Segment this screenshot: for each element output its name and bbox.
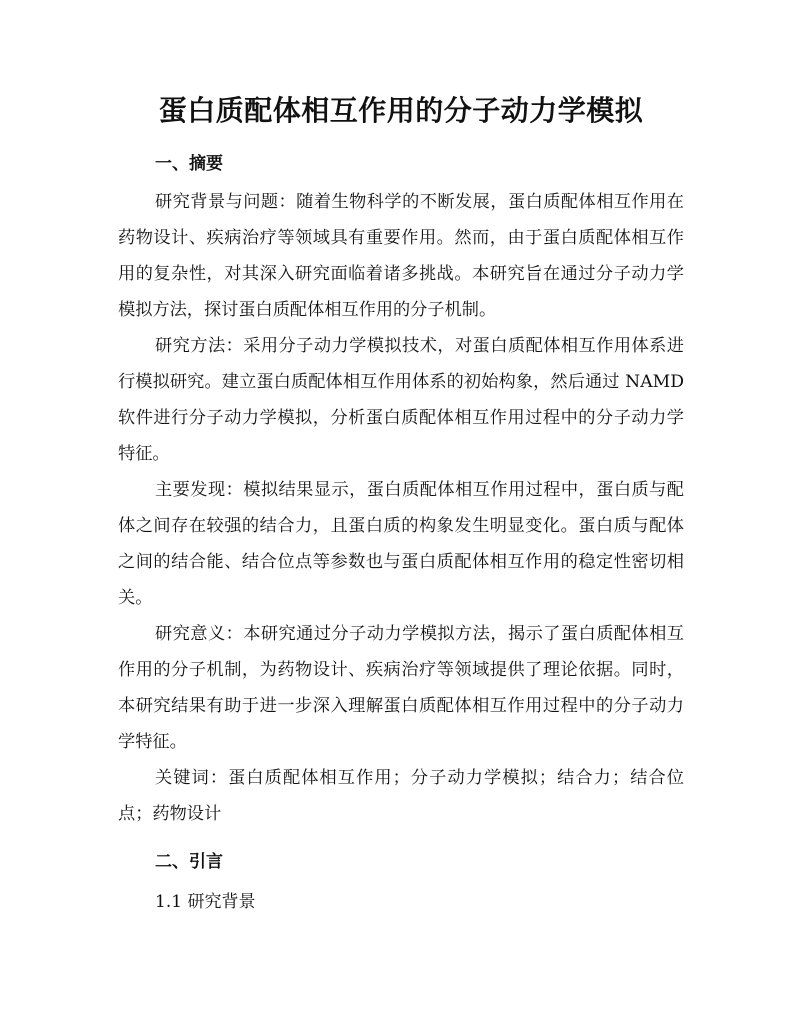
document-title: 蛋白质配体相互作用的分子动力学模拟 bbox=[158, 94, 644, 127]
abstract-significance-paragraph: 研究意义：本研究通过分子动力学模拟方法，揭示了蛋白质配体相互作用的分子机制，为药物设计、疾病治疗等领域提供了理论依据。同时，本研究结果有助于进一步深入理解蛋白质配体相互作用过程中的分子动力学特征。 bbox=[118, 624, 684, 752]
subsection-heading-research-background: 1.1 研究背景 bbox=[155, 892, 256, 912]
abstract-method-paragraph: 研究方法：采用分子动力学模拟技术，对蛋白质配体相互作用体系进行模拟研究。建立蛋白质配体相互作用体系的初始构象，然后通过 NAMD 软件进行分子动力学模拟，分析蛋白质配体相互作用过程中的分子动力学特征。 bbox=[118, 336, 684, 464]
keywords-paragraph: 关键词：蛋白质配体相互作用；分子动力学模拟；结合力；结合位点；药物设计 bbox=[118, 768, 684, 824]
document-page bbox=[118, 88, 684, 920]
abstract-findings-paragraph: 主要发现：模拟结果显示，蛋白质配体相互作用过程中，蛋白质与配体之间存在较强的结合力，且蛋白质的构象发生明显变化。蛋白质与配体之间的结合能、结合位点等参数也与蛋白质配体相互作用的稳定性密切相关。 bbox=[118, 480, 684, 608]
abstract-background-paragraph: 研究背景与问题：随着生物科学的不断发展，蛋白质配体相互作用在药物设计、疾病治疗等领域具有重要作用。然而，由于蛋白质配体相互作用的复杂性，对其深入研究面临着诸多挑战。本研究旨在通过分子动力学模拟方法，探讨蛋白质配体相互作用的分子机制。 bbox=[118, 192, 684, 320]
section-heading-introduction: 二、引言 bbox=[155, 852, 223, 872]
section-heading-abstract: 一、摘要 bbox=[155, 154, 223, 174]
